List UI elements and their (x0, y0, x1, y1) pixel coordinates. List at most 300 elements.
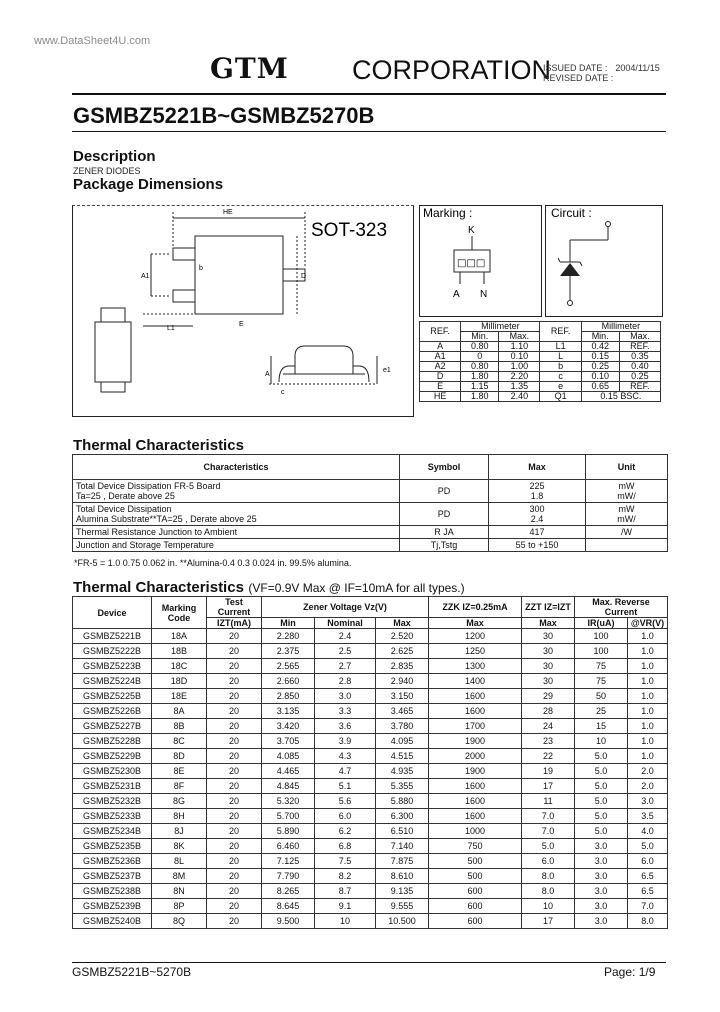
zener-cell: GSMBZ5235B (73, 839, 152, 854)
dimension-cell: 1.00 (499, 362, 540, 372)
dimension-cell: D (420, 372, 461, 382)
dimension-cell: 0.25 (581, 362, 619, 372)
zener-cell: GSMBZ5229B (73, 749, 152, 764)
zener-cell: GSMBZ5222B (73, 644, 152, 659)
zener-cell: 8P (152, 899, 207, 914)
zener-row (73, 734, 668, 749)
zener-cell: 5.0 (575, 764, 628, 779)
zener-cell: 18C (152, 659, 207, 674)
zener-cell: 1.0 (628, 659, 668, 674)
zener-cell: 4.935 (376, 764, 429, 779)
zener-cell: 25 (575, 704, 628, 719)
zener-cell: 5.0 (575, 824, 628, 839)
dimension-cell: A2 (420, 362, 461, 372)
zener-cell: 20 (207, 764, 262, 779)
zener-cell: 5.880 (376, 794, 429, 809)
issue-dates (543, 63, 660, 83)
dim-label-d: D (301, 273, 307, 280)
dimension-cell: 0.10 (581, 372, 619, 382)
zener-cell: 2.520 (376, 629, 429, 644)
zener-cell: 4.515 (376, 749, 429, 764)
zener-row (73, 779, 668, 794)
zener-cell: 3.135 (262, 704, 315, 719)
zener-cell: 20 (207, 779, 262, 794)
zener-cell: 3.5 (628, 809, 668, 824)
thermal-col-max: Max (489, 455, 586, 480)
zener-row (73, 659, 668, 674)
zener-row (73, 809, 668, 824)
thermal-cell-line: 300 (529, 504, 545, 514)
thermal-cell-line: PD (437, 486, 451, 496)
zener-cell: GSMBZ5221B (73, 629, 152, 644)
zener-cell: 2.280 (262, 629, 315, 644)
zener-cell: 4.0 (628, 824, 668, 839)
zener-cell: GSMBZ5240B (73, 914, 152, 929)
zener-cell: 30 (522, 674, 575, 689)
zener-cell: 1600 (429, 809, 522, 824)
zener-sub-zzk-max: Max (429, 618, 522, 629)
zener-cell: 6.300 (376, 809, 429, 824)
zener-cell: 8M (152, 869, 207, 884)
zener-cell: 8C (152, 734, 207, 749)
zener-cell: 8.0 (628, 914, 668, 929)
zener-cell: GSMBZ5232B (73, 794, 152, 809)
dimension-cell: 1.10 (499, 342, 540, 352)
zener-cell: 600 (429, 914, 522, 929)
dimension-cell: REF. (619, 342, 660, 352)
zener-cell: GSMBZ5225B (73, 689, 152, 704)
zener-table (72, 596, 668, 929)
zener-cell: 6.0 (522, 854, 575, 869)
zener-cell: 1600 (429, 794, 522, 809)
dimension-cell: L (540, 352, 581, 362)
zener-cell: GSMBZ5228B (73, 734, 152, 749)
dim-max-header-2: Max. (619, 332, 660, 342)
dim-unit-header-1: Millimeter (461, 322, 540, 332)
zener-col-test: Test Current (207, 597, 262, 618)
dimension-cell: L1 (540, 342, 581, 352)
zener-cell: 3.0 (315, 689, 376, 704)
dimension-cell: e (540, 382, 581, 392)
zener-cell: 100 (575, 629, 628, 644)
thermal-cell (400, 526, 489, 539)
zener-cell: 3.0 (575, 869, 628, 884)
zener-col-marking: Marking Code (152, 597, 207, 629)
dimension-cell: 2.20 (499, 372, 540, 382)
zener-row (73, 854, 668, 869)
zener-cell: 5.0 (628, 839, 668, 854)
package-outline-drawing (73, 206, 413, 416)
zener-cell: 6.0 (315, 809, 376, 824)
zener-cell: 7.0 (522, 809, 575, 824)
dimension-cell: A (420, 342, 461, 352)
zener-cell: 5.320 (262, 794, 315, 809)
zener-cell: 75 (575, 674, 628, 689)
dim-min-header-1: Min. (461, 332, 499, 342)
zener-cell: 7.790 (262, 869, 315, 884)
zener-cell: 9.500 (262, 914, 315, 929)
zener-cell: 2.850 (262, 689, 315, 704)
zener-cell: 1.0 (628, 629, 668, 644)
zener-cell: GSMBZ5224B (73, 674, 152, 689)
zener-col-voltage: Zener Voltage Vz(V) (262, 597, 429, 618)
zener-cell: 20 (207, 809, 262, 824)
zener-sub-zzt-max: Max (522, 618, 575, 629)
zener-cell: 2.940 (376, 674, 429, 689)
zener-cell: 8H (152, 809, 207, 824)
zener-cell: 1900 (429, 734, 522, 749)
zener-cell: 1600 (429, 689, 522, 704)
dim-label-b: b (199, 265, 203, 272)
zener-cell: 5.890 (262, 824, 315, 839)
zener-cell: 20 (207, 854, 262, 869)
zener-cell: 3.150 (376, 689, 429, 704)
zener-cell: 10 (522, 899, 575, 914)
zener-cell: 8.0 (522, 869, 575, 884)
zener-cell: 17 (522, 914, 575, 929)
thermal-cell (73, 503, 400, 526)
zener-cell: GSMBZ5230B (73, 764, 152, 779)
revised-label: REVISED DATE : (543, 73, 614, 83)
zener-sub-min: Min (262, 618, 315, 629)
zener-circuit-diagram (546, 206, 662, 316)
zener-cell: 15 (575, 719, 628, 734)
thermal-cell (489, 526, 586, 539)
zener-cell: 6.8 (315, 839, 376, 854)
thermal-cell (586, 503, 668, 526)
dim-label-l1: L1 (167, 325, 175, 332)
thermal-cell-line: Tj,Tstg (430, 540, 458, 550)
zener-cell: 11 (522, 794, 575, 809)
zener-cell: GSMBZ5231B (73, 779, 152, 794)
thermal-cell-line: 225 (529, 481, 545, 491)
thermal-cell-line: mW (618, 504, 635, 514)
dimension-cell: Q1 (540, 392, 581, 402)
zener-cell: 10.500 (376, 914, 429, 929)
zener-cell: 1000 (429, 824, 522, 839)
zener-row (73, 794, 668, 809)
zener-cell: 2.8 (315, 674, 376, 689)
zener-cell: 2.5 (315, 644, 376, 659)
footer-rule (72, 962, 666, 963)
footer-part-range: GSMBZ5221B~5270B (72, 965, 192, 979)
zener-cell: 8Q (152, 914, 207, 929)
zener-col-zzk: ZZK IZ=0.25mA (429, 597, 522, 618)
zener-col-device: Device (73, 597, 152, 629)
zener-cell: 7.5 (315, 854, 376, 869)
zener-cell: 6.460 (262, 839, 315, 854)
zener-row (73, 764, 668, 779)
thermal-cell-line: 417 (529, 527, 545, 537)
dim-max-header-1: Max. (499, 332, 540, 342)
dim-ref-header-2: REF. (540, 322, 581, 342)
thermal-cell-line: PD (437, 509, 451, 519)
dimension-cell: 0.15 (581, 352, 619, 362)
zener-cell: 1400 (429, 674, 522, 689)
package-name: SOT-323 (311, 220, 388, 241)
dimension-cell: 1.80 (461, 372, 499, 382)
dimension-cell: c (540, 372, 581, 382)
zener-cell: 18D (152, 674, 207, 689)
zener-cell: GSMBZ5234B (73, 824, 152, 839)
zener-cell: 8J (152, 824, 207, 839)
thermal-cell-line: mW (618, 481, 635, 491)
dim-label-a1: A1 (141, 273, 150, 280)
dimension-cell: 0.15 BSC. (581, 392, 660, 402)
zener-cell: 6.510 (376, 824, 429, 839)
zener-cell: 2.660 (262, 674, 315, 689)
dimension-cell: REF. (619, 382, 660, 392)
dimension-cell: 1.15 (461, 382, 499, 392)
zener-cell: 50 (575, 689, 628, 704)
zener-cell: 500 (429, 869, 522, 884)
thermal-row (73, 526, 668, 539)
zener-cell: 4.7 (315, 764, 376, 779)
marking-pin-n: N (480, 289, 488, 300)
zener-cell: 20 (207, 629, 262, 644)
thermal-cell-line: Total Device Dissipation FR-5 Board (76, 481, 221, 491)
zener-cell: 600 (429, 899, 522, 914)
zener-table-body (73, 629, 668, 929)
zener-cell: 20 (207, 899, 262, 914)
marking-box (419, 205, 542, 317)
zener-cell: 30 (522, 659, 575, 674)
zener-cell: 1.0 (628, 644, 668, 659)
zener-cell: 9.555 (376, 899, 429, 914)
dimension-cell: 1.80 (461, 392, 499, 402)
thermal-footnote: *FR-5 = 1.0 0.75 0.062 in. **Alumina-0.4 0.3 0.024 in. 99.5% alumina. (74, 558, 352, 568)
zener-cell: 8.610 (376, 869, 429, 884)
dim-min-header-2: Min. (581, 332, 619, 342)
dimension-row (420, 382, 661, 392)
zener-cell: 1.0 (628, 719, 668, 734)
thermal-cell-line: R JA (434, 527, 454, 537)
zener-cell: 20 (207, 869, 262, 884)
thermal-row (73, 503, 668, 526)
zener-cell: 8.7 (315, 884, 376, 899)
zener-cell: 3.0 (628, 794, 668, 809)
circuit-title: Circuit : (551, 206, 592, 220)
company-logo: GTM (210, 52, 289, 85)
zener-cell: 8B (152, 719, 207, 734)
dimension-cell: b (540, 362, 581, 372)
zener-cell: 3.6 (315, 719, 376, 734)
dim-label-e: E (239, 321, 244, 328)
zener-cell: 23 (522, 734, 575, 749)
thermal-cell (73, 526, 400, 539)
zener-sub-ir: IR(uA) (575, 618, 628, 629)
zener-cell: 3.0 (575, 884, 628, 899)
dimension-cell: 0.10 (499, 352, 540, 362)
marking-code-box: □□□ (457, 258, 486, 269)
zener-cell: 8L (152, 854, 207, 869)
zener-cell: 1300 (429, 659, 522, 674)
zener-cell: 5.1 (315, 779, 376, 794)
zener-col-reverse: Max. Reverse Current (575, 597, 668, 618)
dimension-cell: 1.35 (499, 382, 540, 392)
zener-cell: 5.6 (315, 794, 376, 809)
zener-cell: 20 (207, 704, 262, 719)
zener-cell: 6.2 (315, 824, 376, 839)
zener-cell: 3.420 (262, 719, 315, 734)
thermal-cell-line: Ta=25 , Derate above 25 (76, 491, 175, 501)
zener-cell: 4.3 (315, 749, 376, 764)
zener-cell: 20 (207, 689, 262, 704)
thermal-cell (400, 503, 489, 526)
thermal-cell-line: Junction and Storage Temperature (76, 540, 214, 550)
zener-cell: 2000 (429, 749, 522, 764)
zener-cell: 7.875 (376, 854, 429, 869)
zener-cell: 2.375 (262, 644, 315, 659)
thermal-table (72, 454, 668, 552)
zener-cell: GSMBZ5237B (73, 869, 152, 884)
zener-row (73, 839, 668, 854)
zener-cell: 1250 (429, 644, 522, 659)
zener-cell: 5.0 (575, 794, 628, 809)
zener-cell: 100 (575, 644, 628, 659)
zener-diode-symbol (560, 263, 580, 276)
zener-cell: 4.465 (262, 764, 315, 779)
zener-sub-nominal: Nominal (315, 618, 376, 629)
dimension-cell: 0.40 (619, 362, 660, 372)
zener-cell: 20 (207, 734, 262, 749)
zener-cell: 4.095 (376, 734, 429, 749)
description-heading: Description (73, 148, 156, 165)
zener-row (73, 884, 668, 899)
zener-cell: GSMBZ5227B (73, 719, 152, 734)
thermal-col-characteristics: Characteristics (73, 455, 400, 480)
zener-cell: 24 (522, 719, 575, 734)
marking-pin-k: K (468, 225, 475, 236)
dimension-cell: 0 (461, 352, 499, 362)
dimension-cell: 0.80 (461, 342, 499, 352)
zener-cell: GSMBZ5233B (73, 809, 152, 824)
dimension-cell: A1 (420, 352, 461, 362)
dimension-table (419, 321, 661, 402)
zener-cell: 22 (522, 749, 575, 764)
zener-row (73, 674, 668, 689)
thermal-col-symbol: Symbol (400, 455, 489, 480)
zener-cell: 20 (207, 824, 262, 839)
zener-cell: 5.0 (575, 809, 628, 824)
zener-row (73, 689, 668, 704)
zener-cell: 2.625 (376, 644, 429, 659)
zener-cell: GSMBZ5226B (73, 704, 152, 719)
zener-cell: 7.125 (262, 854, 315, 869)
zener-row (73, 914, 668, 929)
circuit-box (545, 205, 663, 317)
zener-cell: 1.0 (628, 689, 668, 704)
zener-row (73, 719, 668, 734)
zener-cell: 3.705 (262, 734, 315, 749)
zener-cell: 7.0 (628, 899, 668, 914)
zener-cell: GSMBZ5239B (73, 899, 152, 914)
zener-cell: 2.4 (315, 629, 376, 644)
zener-cell: 8K (152, 839, 207, 854)
issued-label: ISSUED DATE : (543, 63, 608, 73)
dimension-row (420, 392, 661, 402)
dim-label-he: HE (223, 209, 233, 216)
zener-cell: 2.835 (376, 659, 429, 674)
zener-cell: 8.265 (262, 884, 315, 899)
zener-cell: 4.085 (262, 749, 315, 764)
zener-cell: 9.135 (376, 884, 429, 899)
zener-cell: 1.0 (628, 749, 668, 764)
zener-cell: 600 (429, 884, 522, 899)
zener-row (73, 629, 668, 644)
zener-heading: Thermal Characteristics (73, 579, 244, 596)
corporation-label: CORPORATION (352, 55, 552, 85)
zener-cell: 5.0 (575, 779, 628, 794)
thermal-cell (400, 539, 489, 552)
package-drawing-box (72, 205, 414, 417)
zener-cell: 18E (152, 689, 207, 704)
zener-cell: 2.0 (628, 764, 668, 779)
dim-label-e1: e1 (383, 367, 391, 374)
thermal-cell (489, 503, 586, 526)
zener-cell: 500 (429, 854, 522, 869)
zener-cell: 3.465 (376, 704, 429, 719)
zener-cell: 750 (429, 839, 522, 854)
issued-value: 2004/11/15 (615, 63, 660, 73)
zener-cell: 3.9 (315, 734, 376, 749)
thermal-cell-line: Thermal Resistance Junction to Ambient (76, 527, 238, 537)
zener-cell: 1.0 (628, 674, 668, 689)
zener-cell: 8F (152, 779, 207, 794)
thermal-cell (586, 526, 668, 539)
zener-row (73, 704, 668, 719)
zener-cell: 3.0 (575, 914, 628, 929)
zener-cell: 20 (207, 644, 262, 659)
zener-cell: 1.0 (628, 704, 668, 719)
zener-cell: 5.355 (376, 779, 429, 794)
zener-cell: 1.0 (628, 734, 668, 749)
zener-cell: 19 (522, 764, 575, 779)
zener-cell: 20 (207, 884, 262, 899)
thermal-cell (400, 480, 489, 503)
marking-diagram (420, 206, 541, 316)
dimension-row (420, 362, 661, 372)
dimension-table-body (420, 342, 661, 402)
zener-cell: 8.0 (522, 884, 575, 899)
dimension-cell: 2.40 (499, 392, 540, 402)
marking-title: Marking : (423, 206, 473, 220)
zener-cell: 5.700 (262, 809, 315, 824)
zener-cell: 10 (575, 734, 628, 749)
zener-cell: 5.0 (522, 839, 575, 854)
zener-cell: GSMBZ5236B (73, 854, 152, 869)
footer-page-number: Page: 1/9 (604, 965, 656, 979)
zener-heading-line (73, 579, 465, 597)
zener-cell: 20 (207, 719, 262, 734)
zener-conditions: (VF=0.9V Max @ IF=10mA for all types.) (248, 581, 465, 595)
zener-cell: 8A (152, 704, 207, 719)
dimension-cell: 0.80 (461, 362, 499, 372)
zener-cell: 8G (152, 794, 207, 809)
thermal-cell (489, 480, 586, 503)
zener-cell: 30 (522, 629, 575, 644)
zener-cell: 20 (207, 839, 262, 854)
zener-cell: 3.0 (575, 839, 628, 854)
dim-label-a: A (265, 371, 270, 378)
thermal-col-unit: Unit (586, 455, 668, 480)
zener-cell: 20 (207, 914, 262, 929)
zener-cell: 8.645 (262, 899, 315, 914)
dimension-cell: 0.35 (619, 352, 660, 362)
zener-cell: 18B (152, 644, 207, 659)
zener-cell: 5.0 (575, 749, 628, 764)
zener-col-zzt: ZZT IZ=IZT (522, 597, 575, 618)
